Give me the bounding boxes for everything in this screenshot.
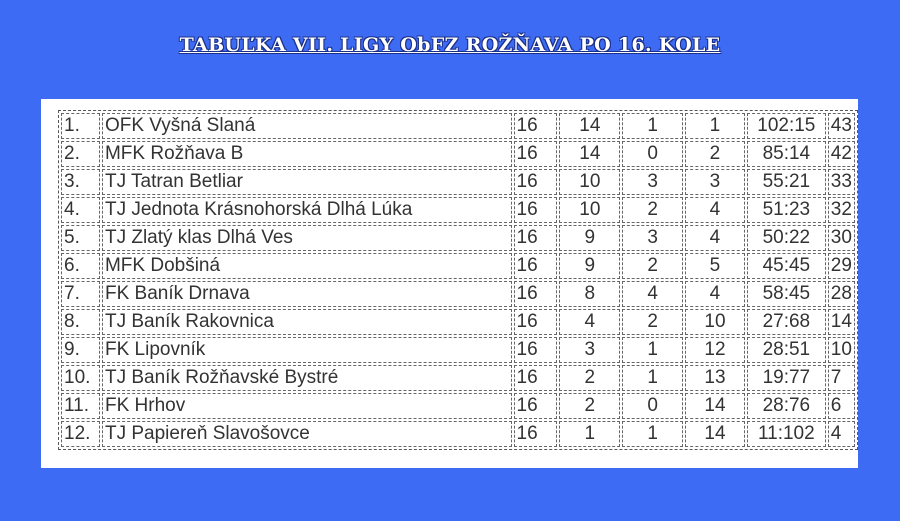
rank-cell: 10. [61, 365, 100, 391]
played-cell: 16 [514, 309, 558, 335]
losses-cell: 3 [685, 169, 745, 195]
played-cell: 16 [514, 281, 558, 307]
table-row [61, 281, 855, 307]
points-cell: 28 [828, 281, 855, 307]
wins-cell: 14 [559, 113, 620, 139]
rank-cell: 11. [61, 393, 100, 419]
losses-cell: 4 [685, 197, 745, 223]
rank-cell: 7. [61, 281, 100, 307]
team-cell: FK Hrhov [102, 393, 512, 419]
played-cell: 16 [514, 365, 558, 391]
losses-cell: 5 [685, 253, 745, 279]
rank-cell: 1. [61, 113, 100, 139]
rank-cell: 4. [61, 197, 100, 223]
team-cell: TJ Tatran Betliar [102, 169, 512, 195]
table-row [61, 197, 855, 223]
wins-cell: 9 [559, 253, 620, 279]
points-cell: 10 [828, 337, 855, 363]
losses-cell: 13 [685, 365, 745, 391]
points-cell: 14 [828, 309, 855, 335]
score-cell: 102:15 [747, 113, 826, 139]
table-row [61, 253, 855, 279]
team-cell: TJ Jednota Krásnohorská Dlhá Lúka [102, 197, 512, 223]
team-cell: MFK Rožňava B [102, 141, 512, 167]
wins-cell: 2 [559, 365, 620, 391]
draws-cell: 1 [622, 365, 683, 391]
table-row [61, 365, 855, 391]
score-cell: 85:14 [747, 141, 826, 167]
score-cell: 28:51 [747, 337, 826, 363]
score-cell: 58:45 [747, 281, 826, 307]
team-cell: TJ Baník Rakovnica [102, 309, 512, 335]
wins-cell: 2 [559, 393, 620, 419]
score-cell: 50:22 [747, 225, 826, 251]
rank-cell: 12. [61, 421, 100, 447]
points-cell: 4 [828, 421, 855, 447]
wins-cell: 10 [559, 169, 620, 195]
wins-cell: 14 [559, 141, 620, 167]
played-cell: 16 [514, 253, 558, 279]
standings-panel [41, 99, 858, 468]
rank-cell: 5. [61, 225, 100, 251]
rank-cell: 2. [61, 141, 100, 167]
table-row [61, 113, 855, 139]
rank-cell: 6. [61, 253, 100, 279]
losses-cell: 4 [685, 281, 745, 307]
points-cell: 30 [828, 225, 855, 251]
losses-cell: 14 [685, 393, 745, 419]
draws-cell: 1 [622, 337, 683, 363]
team-cell: TJ Baník Rožňavské Bystré [102, 365, 512, 391]
table-row [61, 169, 855, 195]
losses-cell: 2 [685, 141, 745, 167]
draws-cell: 3 [622, 225, 683, 251]
score-cell: 51:23 [747, 197, 826, 223]
draws-cell: 2 [622, 309, 683, 335]
team-cell: MFK Dobšiná [102, 253, 512, 279]
score-cell: 28:76 [747, 393, 826, 419]
draws-cell: 0 [622, 141, 683, 167]
rank-cell: 9. [61, 337, 100, 363]
rank-cell: 3. [61, 169, 100, 195]
points-cell: 42 [828, 141, 855, 167]
team-cell: OFK Vyšná Slaná [102, 113, 512, 139]
played-cell: 16 [514, 169, 558, 195]
losses-cell: 1 [685, 113, 745, 139]
draws-cell: 2 [622, 253, 683, 279]
played-cell: 16 [514, 141, 558, 167]
table-row [61, 421, 855, 447]
standings-table [58, 110, 858, 450]
losses-cell: 12 [685, 337, 745, 363]
table-row [61, 309, 855, 335]
wins-cell: 3 [559, 337, 620, 363]
played-cell: 16 [514, 337, 558, 363]
score-cell: 55:21 [747, 169, 826, 195]
played-cell: 16 [514, 197, 558, 223]
team-cell: TJ Papiereň Slavošovce [102, 421, 512, 447]
table-row [61, 225, 855, 251]
draws-cell: 1 [622, 421, 683, 447]
points-cell: 29 [828, 253, 855, 279]
wins-cell: 9 [559, 225, 620, 251]
draws-cell: 3 [622, 169, 683, 195]
standings-body [61, 113, 855, 447]
points-cell: 6 [828, 393, 855, 419]
points-cell: 43 [828, 113, 855, 139]
score-cell: 11:102 [747, 421, 826, 447]
table-row [61, 393, 855, 419]
wins-cell: 1 [559, 421, 620, 447]
draws-cell: 0 [622, 393, 683, 419]
score-cell: 19:77 [747, 365, 826, 391]
rank-cell: 8. [61, 309, 100, 335]
team-cell: FK Baník Drnava [102, 281, 512, 307]
team-cell: FK Lipovník [102, 337, 512, 363]
played-cell: 16 [514, 421, 558, 447]
table-row [61, 337, 855, 363]
draws-cell: 1 [622, 113, 683, 139]
draws-cell: 4 [622, 281, 683, 307]
losses-cell: 14 [685, 421, 745, 447]
played-cell: 16 [514, 225, 558, 251]
points-cell: 32 [828, 197, 855, 223]
score-cell: 27:68 [747, 309, 826, 335]
losses-cell: 4 [685, 225, 745, 251]
losses-cell: 10 [685, 309, 745, 335]
wins-cell: 4 [559, 309, 620, 335]
played-cell: 16 [514, 113, 558, 139]
page-title: TABUĽKA VII. LIGY ObFZ ROŽŇAVA PO 16. KOLE [179, 34, 721, 56]
table-row [61, 141, 855, 167]
score-cell: 45:45 [747, 253, 826, 279]
team-cell: TJ Zlatý klas Dlhá Ves [102, 225, 512, 251]
wins-cell: 10 [559, 197, 620, 223]
draws-cell: 2 [622, 197, 683, 223]
wins-cell: 8 [559, 281, 620, 307]
played-cell: 16 [514, 393, 558, 419]
points-cell: 7 [828, 365, 855, 391]
points-cell: 33 [828, 169, 855, 195]
